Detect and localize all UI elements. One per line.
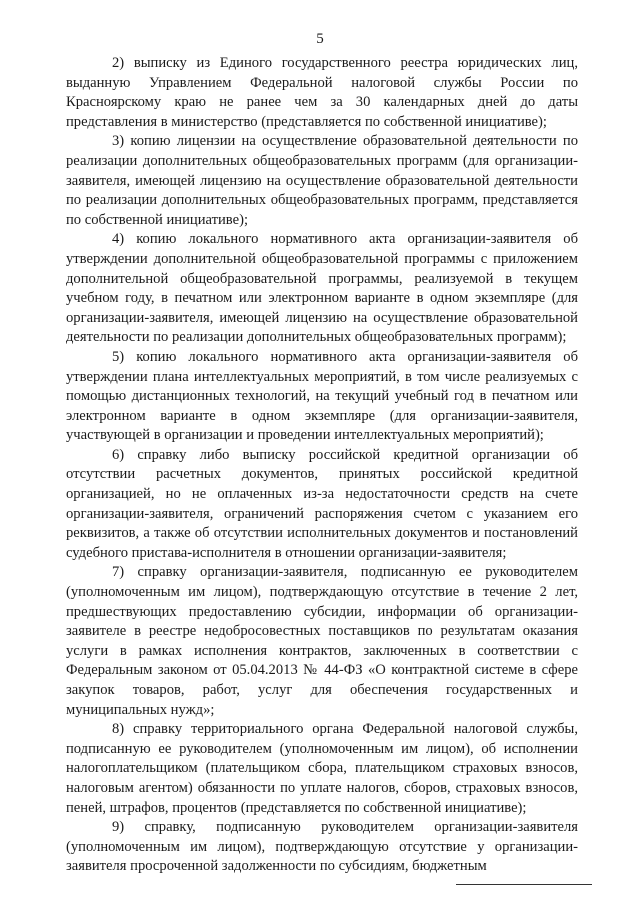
paragraph-item-8: 8) справку территориального органа Федеральной налоговой службы, подписанную ее руководителем (уполномоченным им лицом), об исполнении налогоплательщиком (плательщиком сбора, плательщиком страховых взносов, налоговым агентом) обязанности по уплате налогов, сборов, страховых взносов, пеней, штрафов, процентов (представляется по собственной инициативе);: [66, 721, 578, 816]
paragraph-item-7: 7) справку организации-заявителя, подписанную ее руководителем (уполномоченным им лицом), подтверждающую отсутствие в течение 2 лет, предшествующих предоставлению субсидии, информации об организации-заявителе в реестре недобросовестных поставщиков по результатам оказания услуги в рамках исполнения контрактов, заключенных в соответствии с Федеральным законом от 05.04.2013 № 44-ФЗ «О контрактной системе в сфере закупок товаров, работ, услуг для обеспечения государственных и муниципальных нужд»;: [66, 564, 578, 718]
paragraph-item-2: 2) выписку из Единого государственного реестра юридических лиц, выданную Управлением Федеральной налоговой службы России по Красноярскому краю не ранее чем за 30 календарных дней до даты представления в министерство (представляется по собственной инициативе);: [66, 55, 578, 130]
page-number: 5: [316, 31, 324, 47]
paragraph-item-9: 9) справку, подписанную руководителем организации-заявителя (уполномоченным им лицом), подтверждающую отсутствие у организации-заявителя просроченной задолженности по субсидиям, бюджетным: [66, 819, 578, 875]
document-body: [66, 54, 578, 877]
paragraph-item-3: 3) копию лицензии на осуществление образовательной деятельности по реализации дополнительных общеобразовательных программ (для организации-заявителя, имеющей лицензию на осуществление образовательной деятельности по реализации дополнительных общеобразовательных программ, представляется по собственной инициативе);: [66, 133, 578, 228]
paragraph-item-4: 4) копию локального нормативного акта организации-заявителя об утверждении дополнительной общеобразовательной программы с приложением дополнительной общеобразовательной программы, реализуемой в текущем учебном году, в печатном или электронном варианте в одном экземпляре (для организации-заявителя, имеющей лицензию на осуществление образовательной деятельности по реализации дополнительных общеобразовательных программ);: [66, 231, 578, 346]
paragraph-item-6: 6) справку либо выписку российской кредитной организации об отсутствии расчетных документов, принятых российской кредитной организацией, но не оплаченных из-за недостаточности средств на счете организации-заявителя, ограничений распоряжения счетом с указанием его реквизитов, а также об отсутствии исполнительных документов и постановлений судебного пристава-исполнителя в отношении организации-заявителя;: [66, 446, 578, 561]
footer-divider: [456, 884, 592, 885]
paragraph-item-5: 5) копию локального нормативного акта организации-заявителя об утверждении плана интеллектуальных мероприятий, в том числе реализуемых с помощью дистанционных технологий, на текущий учебный год в печатном или электронном варианте в одном экземпляре (для организации-заявителя, участвующей в организации и проведении интеллектуальных мероприятий);: [66, 348, 578, 444]
